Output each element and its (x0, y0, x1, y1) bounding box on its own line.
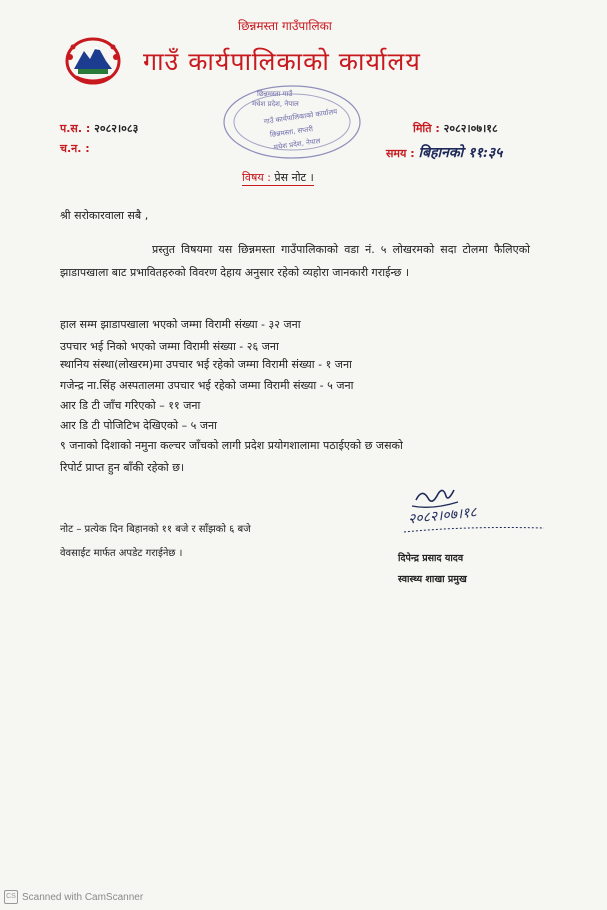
stamp-line-3: गाउँ कार्यपालिकाको कार्यालय (263, 107, 338, 126)
note-line-2: वेवसाईट मार्फत अपडेट गराईनेछ । (60, 548, 183, 559)
stamp-line-4: छिन्नमस्ता, सप्तरी (269, 125, 314, 140)
ref-value: २०८२।०८३ (94, 122, 139, 135)
time-label: समय : (386, 147, 415, 160)
body-paragraph (60, 238, 530, 284)
scanner-watermark (4, 890, 143, 904)
stat-line-total-patients: हाल सम्म झाडापखाला भएको जम्मा विरामी संख्या - ३२ जना (60, 318, 301, 331)
office-title: गाउँ कार्यपालिकाको कार्यालय (143, 47, 421, 76)
stamp-line-2: मधेश प्रदेश, नेपाल (252, 100, 299, 108)
signatory-role: स्वास्थ्य शाखा प्रमुख (398, 574, 467, 585)
stat-line-local-treatment: स्थानिय संस्था(लोखरम)मा उपचार भई रहेको जम्मा विरामी संख्या - १ जना (60, 358, 352, 371)
signatory-name: दिपेन्द्र प्रसाद यादव (398, 553, 464, 564)
office-stamp (212, 82, 362, 160)
nepal-emblem-icon (64, 35, 122, 85)
scanner-text: Scanned with CamScanner (22, 891, 144, 903)
letter-date (413, 121, 498, 136)
stamp-icon (212, 82, 362, 160)
subject-line (242, 170, 314, 185)
stat-line-rdt-tested: आर डि टी जाँच गरिएको – ११ जना (60, 399, 201, 412)
note-line-1: नोट – प्रत्येक दिन बिहानको ११ बजे र साँझको ६ बजे (60, 524, 251, 535)
stat-line-recovered: उपचार भई निको भएको जम्मा विरामी संख्या - २६ जना (60, 340, 279, 353)
stamp-line-5: मधेश प्रदेश, नेपाल (273, 137, 321, 152)
date-label: मिति : (413, 122, 440, 135)
subject-label: विषय : (242, 171, 271, 184)
salutation: श्री सरोकारवाला सबै , (60, 209, 149, 222)
municipality-name: छिन्नमस्ता गाउँपालिका (238, 19, 332, 33)
signature-date: २०८२।०७।१८ (407, 504, 478, 528)
time-value: बिहानको ११:३५ (418, 145, 503, 161)
body-text: प्रस्तुत विषयमा यस छिन्नमस्ता गाउँपालिकाको वडा नं. ५ लोखरमको सदा टोलमा फैलिएको झाडापखाला बाट प्रभावितहरुको विवरण देहाय अनुसार रहेको व्यहोरा जानकारी गराईन्छ । (60, 243, 530, 279)
stat-line-hospital-treatment: गजेन्द्र ना.सिंह अस्पतालमा उपचार भई रहेको जम्मा विरामी संख्या - ५ जना (60, 379, 354, 392)
camscanner-icon: CS (4, 890, 18, 904)
stamp-line-1: छिन्नमस्ता गाउँ (257, 90, 293, 98)
ref-label: प.स. : (60, 122, 91, 135)
stat-line-rdt-positive: आर डि टी पोजिटिभ देखिएको – ५ जना (60, 419, 217, 432)
stat-line-culture-sent: ९ जनाको दिशाको नमुना कल्चर जाँचको लागी प्रदेश प्रयोगशालामा पठाईएको छ जसको (60, 439, 403, 452)
stat-line-report-pending: रिपोर्ट प्राप्त हुन बाँकी रहेको छ। (60, 461, 185, 474)
signature-block (394, 484, 554, 534)
dispatch-number-label: च.न. : (60, 142, 90, 155)
letter-time (386, 143, 502, 162)
reference-number (60, 121, 138, 136)
date-value: २०८२।०७।१८ (443, 122, 498, 135)
subject-value: प्रेस नोट । (274, 171, 314, 184)
